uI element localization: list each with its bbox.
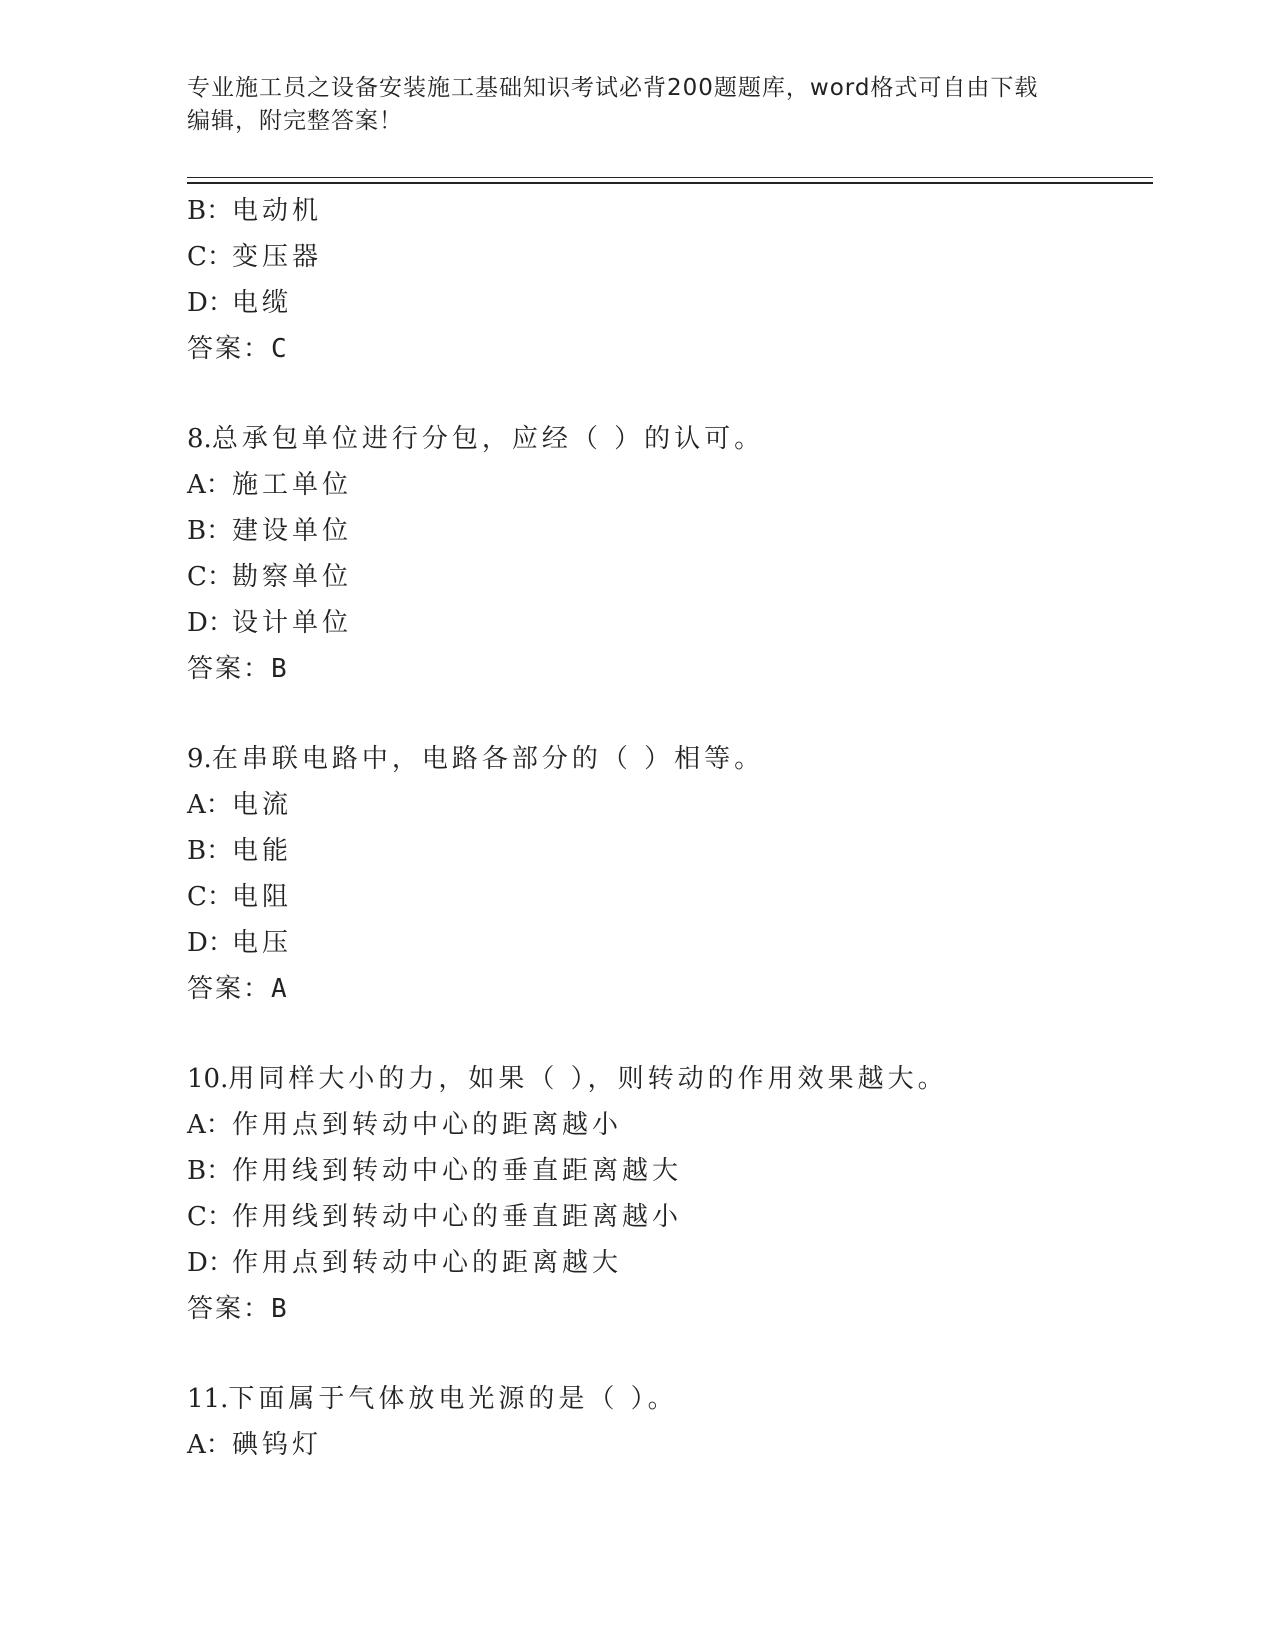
option-row [187,600,1147,646]
document-header [187,72,1087,138]
option-row [187,828,1147,874]
option-text: 电缆 [232,288,293,318]
answer-label: 答案： [187,334,272,364]
option-text: 变压器 [232,242,323,272]
answer-label: 答案： [187,654,272,684]
question-number: 11. [187,1384,229,1414]
answer-value: B [271,654,287,684]
answer-row [187,646,1147,692]
question-10 [187,1056,1147,1332]
question-stem [187,1376,1147,1422]
question-text: 在串联电路中，电路各部分的（ ）相等。 [211,744,765,774]
option-letter: A： [187,1430,232,1460]
option-letter: D： [187,608,234,638]
header-title-line-1: 专业施工员之设备安装施工基础知识考试必背200题题库，word格式可自由下载 [187,75,1039,101]
option-text: 施工单位 [232,470,353,500]
option-letter: D： [187,288,234,318]
header-title-line-2: 编辑，附完整答案！ [187,108,403,134]
question-number: 10. [187,1064,229,1094]
option-letter: C： [187,562,233,592]
option-letter: C： [187,1202,233,1232]
option-row [187,1102,1147,1148]
option-text: 作用线到转动中心的垂直距离越小 [232,1202,683,1232]
option-row [187,188,1147,234]
question-stem [187,736,1147,782]
question-7-continuation [187,188,1147,372]
answer-label: 答案： [187,1294,272,1324]
option-text: 作用点到转动中心的距离越小 [232,1110,623,1140]
option-row [187,462,1147,508]
option-letter: A： [187,1110,232,1140]
option-row [187,554,1147,600]
option-row [187,920,1147,966]
option-letter: B： [187,516,233,546]
question-text: 用同样大小的力，如果（ ），则转动的作用效果越大。 [228,1064,948,1094]
question-9 [187,736,1147,1012]
question-8 [187,416,1147,692]
option-row [187,1148,1147,1194]
answer-row [187,1286,1147,1332]
option-letter: B： [187,196,233,226]
question-text: 总承包单位进行分包，应经（ ）的认可。 [211,424,765,454]
option-row [187,1240,1147,1286]
answer-value: C [271,334,287,364]
option-letter: A： [187,470,232,500]
option-text: 电阻 [232,882,293,912]
option-text: 电动机 [232,196,323,226]
question-number: 8. [187,424,212,454]
option-letter: D： [187,928,234,958]
option-row [187,1422,1147,1468]
question-stem [187,1056,1147,1102]
option-text: 作用线到转动中心的垂直距离越大 [232,1156,683,1186]
option-text: 电压 [232,928,293,958]
option-row [187,280,1147,326]
option-text: 设计单位 [232,608,353,638]
question-list [187,188,1147,1468]
option-text: 碘钨灯 [232,1430,323,1460]
option-row [187,1194,1147,1240]
question-number: 9. [187,744,212,774]
header-divider [187,177,1153,183]
option-text: 建设单位 [232,516,353,546]
option-letter: A： [187,790,232,820]
option-row [187,782,1147,828]
answer-row [187,966,1147,1012]
option-letter: D： [187,1248,234,1278]
answer-value: B [271,1294,287,1324]
option-text: 电能 [232,836,293,866]
option-letter: B： [187,1156,233,1186]
option-row [187,874,1147,920]
option-row [187,234,1147,280]
option-text: 勘察单位 [232,562,353,592]
answer-row [187,326,1147,372]
answer-label: 答案： [187,974,272,1004]
option-letter: C： [187,242,233,272]
option-letter: B： [187,836,233,866]
answer-value: A [271,974,287,1004]
option-letter: C： [187,882,233,912]
question-text: 下面属于气体放电光源的是（ ）。 [228,1384,678,1414]
option-text: 电流 [232,790,293,820]
option-row [187,508,1147,554]
question-stem [187,416,1147,462]
option-text: 作用点到转动中心的距离越大 [232,1248,623,1278]
question-11 [187,1376,1147,1468]
